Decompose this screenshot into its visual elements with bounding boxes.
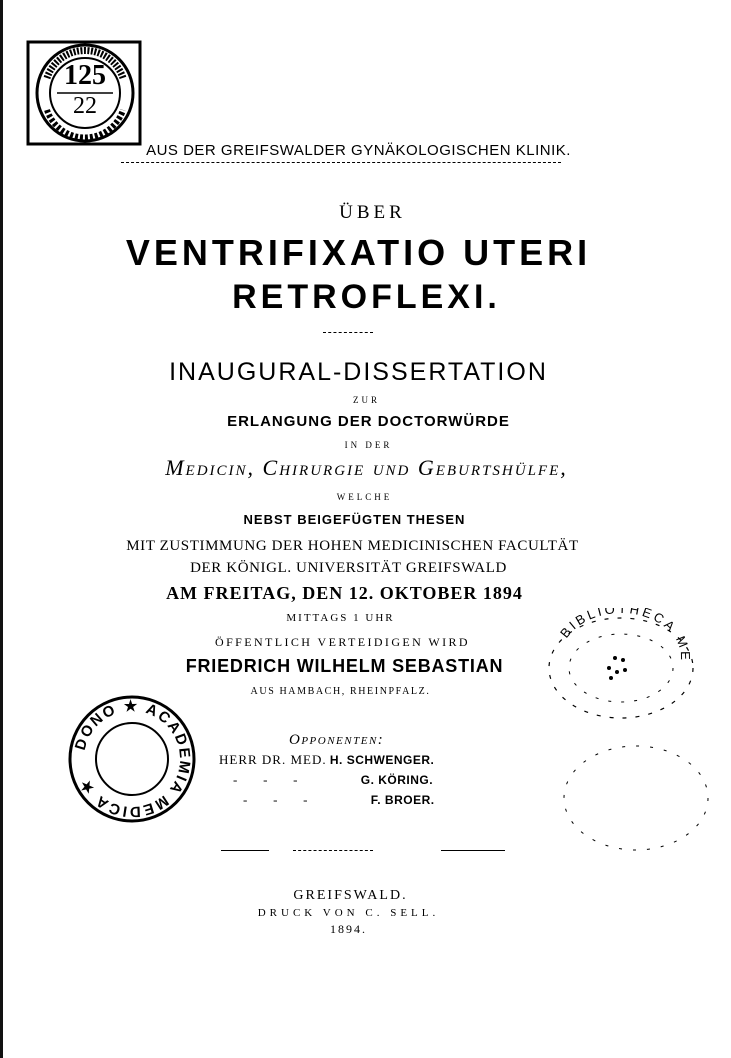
opponent-prefix: HERR DR. MED. — [219, 752, 327, 767]
erlangung-label: ERLANGUNG DER DOCTORWÜRDE — [227, 413, 510, 430]
imprint-city: GREIFSWALD. — [293, 888, 408, 903]
header-underline — [121, 162, 561, 163]
donation-stamp-ring: DONO ★ ACADEMIA MEDICA ★ — [71, 697, 194, 821]
opponent-row — [219, 752, 519, 772]
author-name: FRIEDRICH WILHELM SEBASTIAN — [185, 656, 504, 676]
svg-text:BIBLIOTHECA MEDICA — [531, 608, 693, 663]
opponent-name: G. KÖRING. — [360, 773, 434, 787]
clinic-header: AUS DER GREIFSWALDER GYNÄKOLOGISCHEN KLINIK. — [146, 142, 571, 159]
title-over: ÜBER — [339, 202, 406, 223]
opponent-list — [219, 752, 519, 812]
faint-stamp-ring: BIBLIOTHECA ME — [557, 608, 694, 664]
time-label: MITTAGS 1 UHR — [286, 612, 395, 624]
opponent-prefix: - - - — [243, 792, 312, 807]
opponent-row — [219, 792, 519, 812]
zustimmung-label: MIT ZUSTIMMUNG DER HOHEN MEDICINISCHEN FACULTÄT — [126, 538, 579, 554]
origin-label: AUS HAMBACH, RHEINPFALZ. — [250, 686, 431, 697]
faint-stamp-icon — [531, 608, 711, 858]
donation-stamp — [67, 694, 197, 824]
dissertation-label: INAUGURAL-DISSERTATION — [169, 358, 548, 386]
separator-left — [221, 850, 269, 851]
imprint-year: 1894. — [330, 922, 367, 936]
opponent-row — [219, 772, 519, 792]
opponent-name: F. BROER. — [370, 793, 435, 807]
nebst-label: NEBST BEIGEFÜGTEN THESEN — [243, 512, 466, 527]
zur-label: ZUR — [353, 395, 380, 405]
title-line-1: VENTRIFIXATIO UTERI — [125, 232, 592, 273]
faculties-label: Medicin, Chirurgie und Geburtshülfe, — [165, 455, 568, 480]
library-stamp — [25, 38, 145, 148]
in-der-label: IN DER — [344, 440, 393, 450]
donation-stamp-icon — [67, 694, 197, 824]
imprint-printer: DRUCK VON C. SELL. — [257, 907, 440, 919]
separator-middle — [293, 850, 373, 851]
separator-right — [441, 850, 505, 851]
library-stamp-number-bottom: 22 — [73, 93, 97, 119]
universitaet-label: DER KÖNIGL. UNIVERSITÄT GREIFSWALD — [190, 560, 507, 576]
welche-label: WELCHE — [336, 492, 393, 502]
faint-stamp — [531, 608, 711, 858]
opponent-prefix: - - - — [233, 772, 302, 787]
title-separator — [323, 332, 373, 333]
library-stamp-number-top: 125 — [64, 60, 106, 91]
opponent-name: H. SCHWENGER. — [329, 753, 435, 767]
title-line-2: RETROFLEXI. — [232, 278, 501, 316]
date-label: AM FREITAG, DEN 12. OKTOBER 1894 — [166, 583, 523, 603]
opponents-heading: Opponenten: — [289, 732, 385, 748]
verteidigen-label: ÖFFENTLICH VERTEIDIGEN WIRD — [215, 635, 470, 649]
